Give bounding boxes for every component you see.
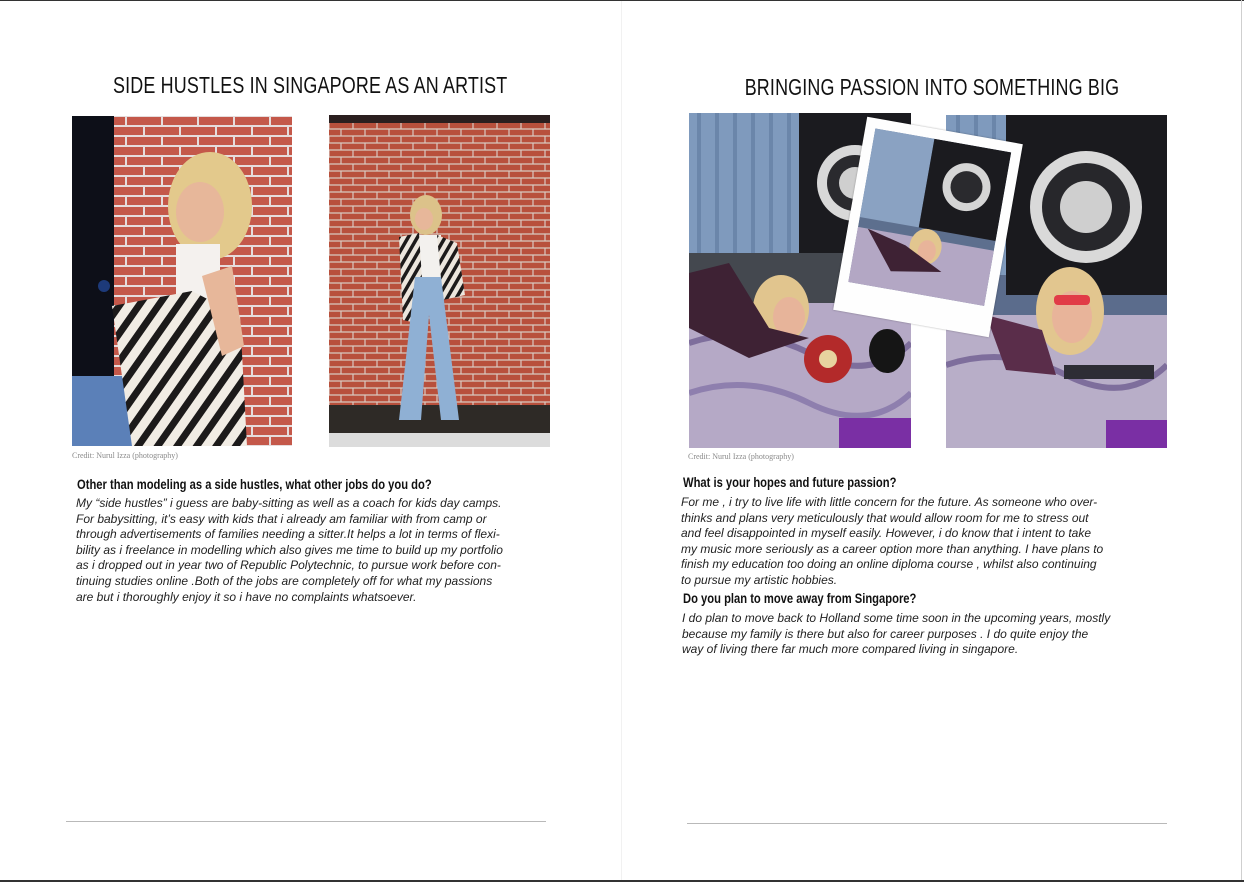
right-answer-hopes-line: and feel disappointed in myself easily. However, i do know that i intent to take bbox=[681, 526, 1092, 541]
left-answer-line: through advertisements of families needing a sitter.It helps a lot in terms of flexi- bbox=[76, 527, 500, 542]
left-page-title: SIDE HUSTLES IN SINGAPORE AS AN ARTIST bbox=[113, 72, 508, 98]
right-answer-move-line: because my family is there but also for career purposes . I do quite enjoy the bbox=[682, 626, 1089, 641]
page-border-right bbox=[1241, 0, 1242, 882]
spread-gutter bbox=[621, 1, 622, 880]
left-answer-line: tinuing studies online .Both of the jobs are completely off for what my passions bbox=[76, 573, 493, 588]
right-answer-hopes-line: For me , i try to live life with little concern for the future. As someone who over- bbox=[681, 495, 1098, 509]
left-answer-line: My “side hustles” i guess are baby-sitting as well as a coach for kids day camps. bbox=[76, 496, 502, 510]
photo-zebra-jacket-portrait bbox=[72, 116, 292, 446]
left-answer bbox=[76, 496, 503, 605]
right-page-title: BRINGING PASSION INTO SOMETHING BIG bbox=[744, 74, 1120, 100]
right-answer-move-line: I do plan to move back to Holland some time soon in the upcoming years, mostly bbox=[682, 611, 1111, 625]
photo-polaroid-tilted-reading bbox=[833, 117, 1023, 337]
right-question-hopes: What is your hopes and future passion? bbox=[683, 474, 897, 490]
left-answer-line: as i dropped out in year two of Republic Polytechnic, to pursue work before con- bbox=[76, 558, 501, 573]
right-answer-hopes-line: finish my education too doing an online diploma course , whilst also continuing bbox=[681, 557, 1097, 572]
right-answer-move-line: way of living there far much more compared living in singapore. bbox=[682, 642, 1019, 657]
left-answer-line: are but i thoroughly enjoy it so i have no complaints whatsoever. bbox=[76, 589, 417, 604]
right-answer-move bbox=[682, 611, 1110, 658]
photo-standing-by-brick-wall bbox=[329, 115, 550, 447]
right-answer-hopes bbox=[681, 495, 1103, 589]
right-answer-hopes-line: to pursue my artistic hobbies. bbox=[681, 572, 838, 587]
left-answer-line: bility as i freelance in modelling which also gives me time to build up my portfolio bbox=[76, 542, 503, 557]
right-question-move: Do you plan to move away from Singapore? bbox=[683, 590, 917, 606]
right-footer-rule bbox=[687, 823, 1167, 824]
right-photo-credit: Credit: Nurul Izza (photography) bbox=[688, 452, 794, 461]
right-answer-hopes-line: my music more seriously as a career option more than anything. I have plans to bbox=[681, 541, 1104, 556]
left-photo-credit: Credit: Nurul Izza (photography) bbox=[72, 451, 178, 460]
page-border-top bbox=[0, 0, 1244, 1]
left-footer-rule bbox=[66, 821, 546, 822]
left-question: Other than modeling as a side hustles, what other jobs do you do? bbox=[77, 476, 432, 492]
left-answer-line: For babysitting, it’s easy with kids that i already am familiar with from camp or bbox=[76, 511, 487, 526]
right-answer-hopes-line: thinks and plans very meticulously that would allow room for me to stress out bbox=[681, 510, 1089, 525]
